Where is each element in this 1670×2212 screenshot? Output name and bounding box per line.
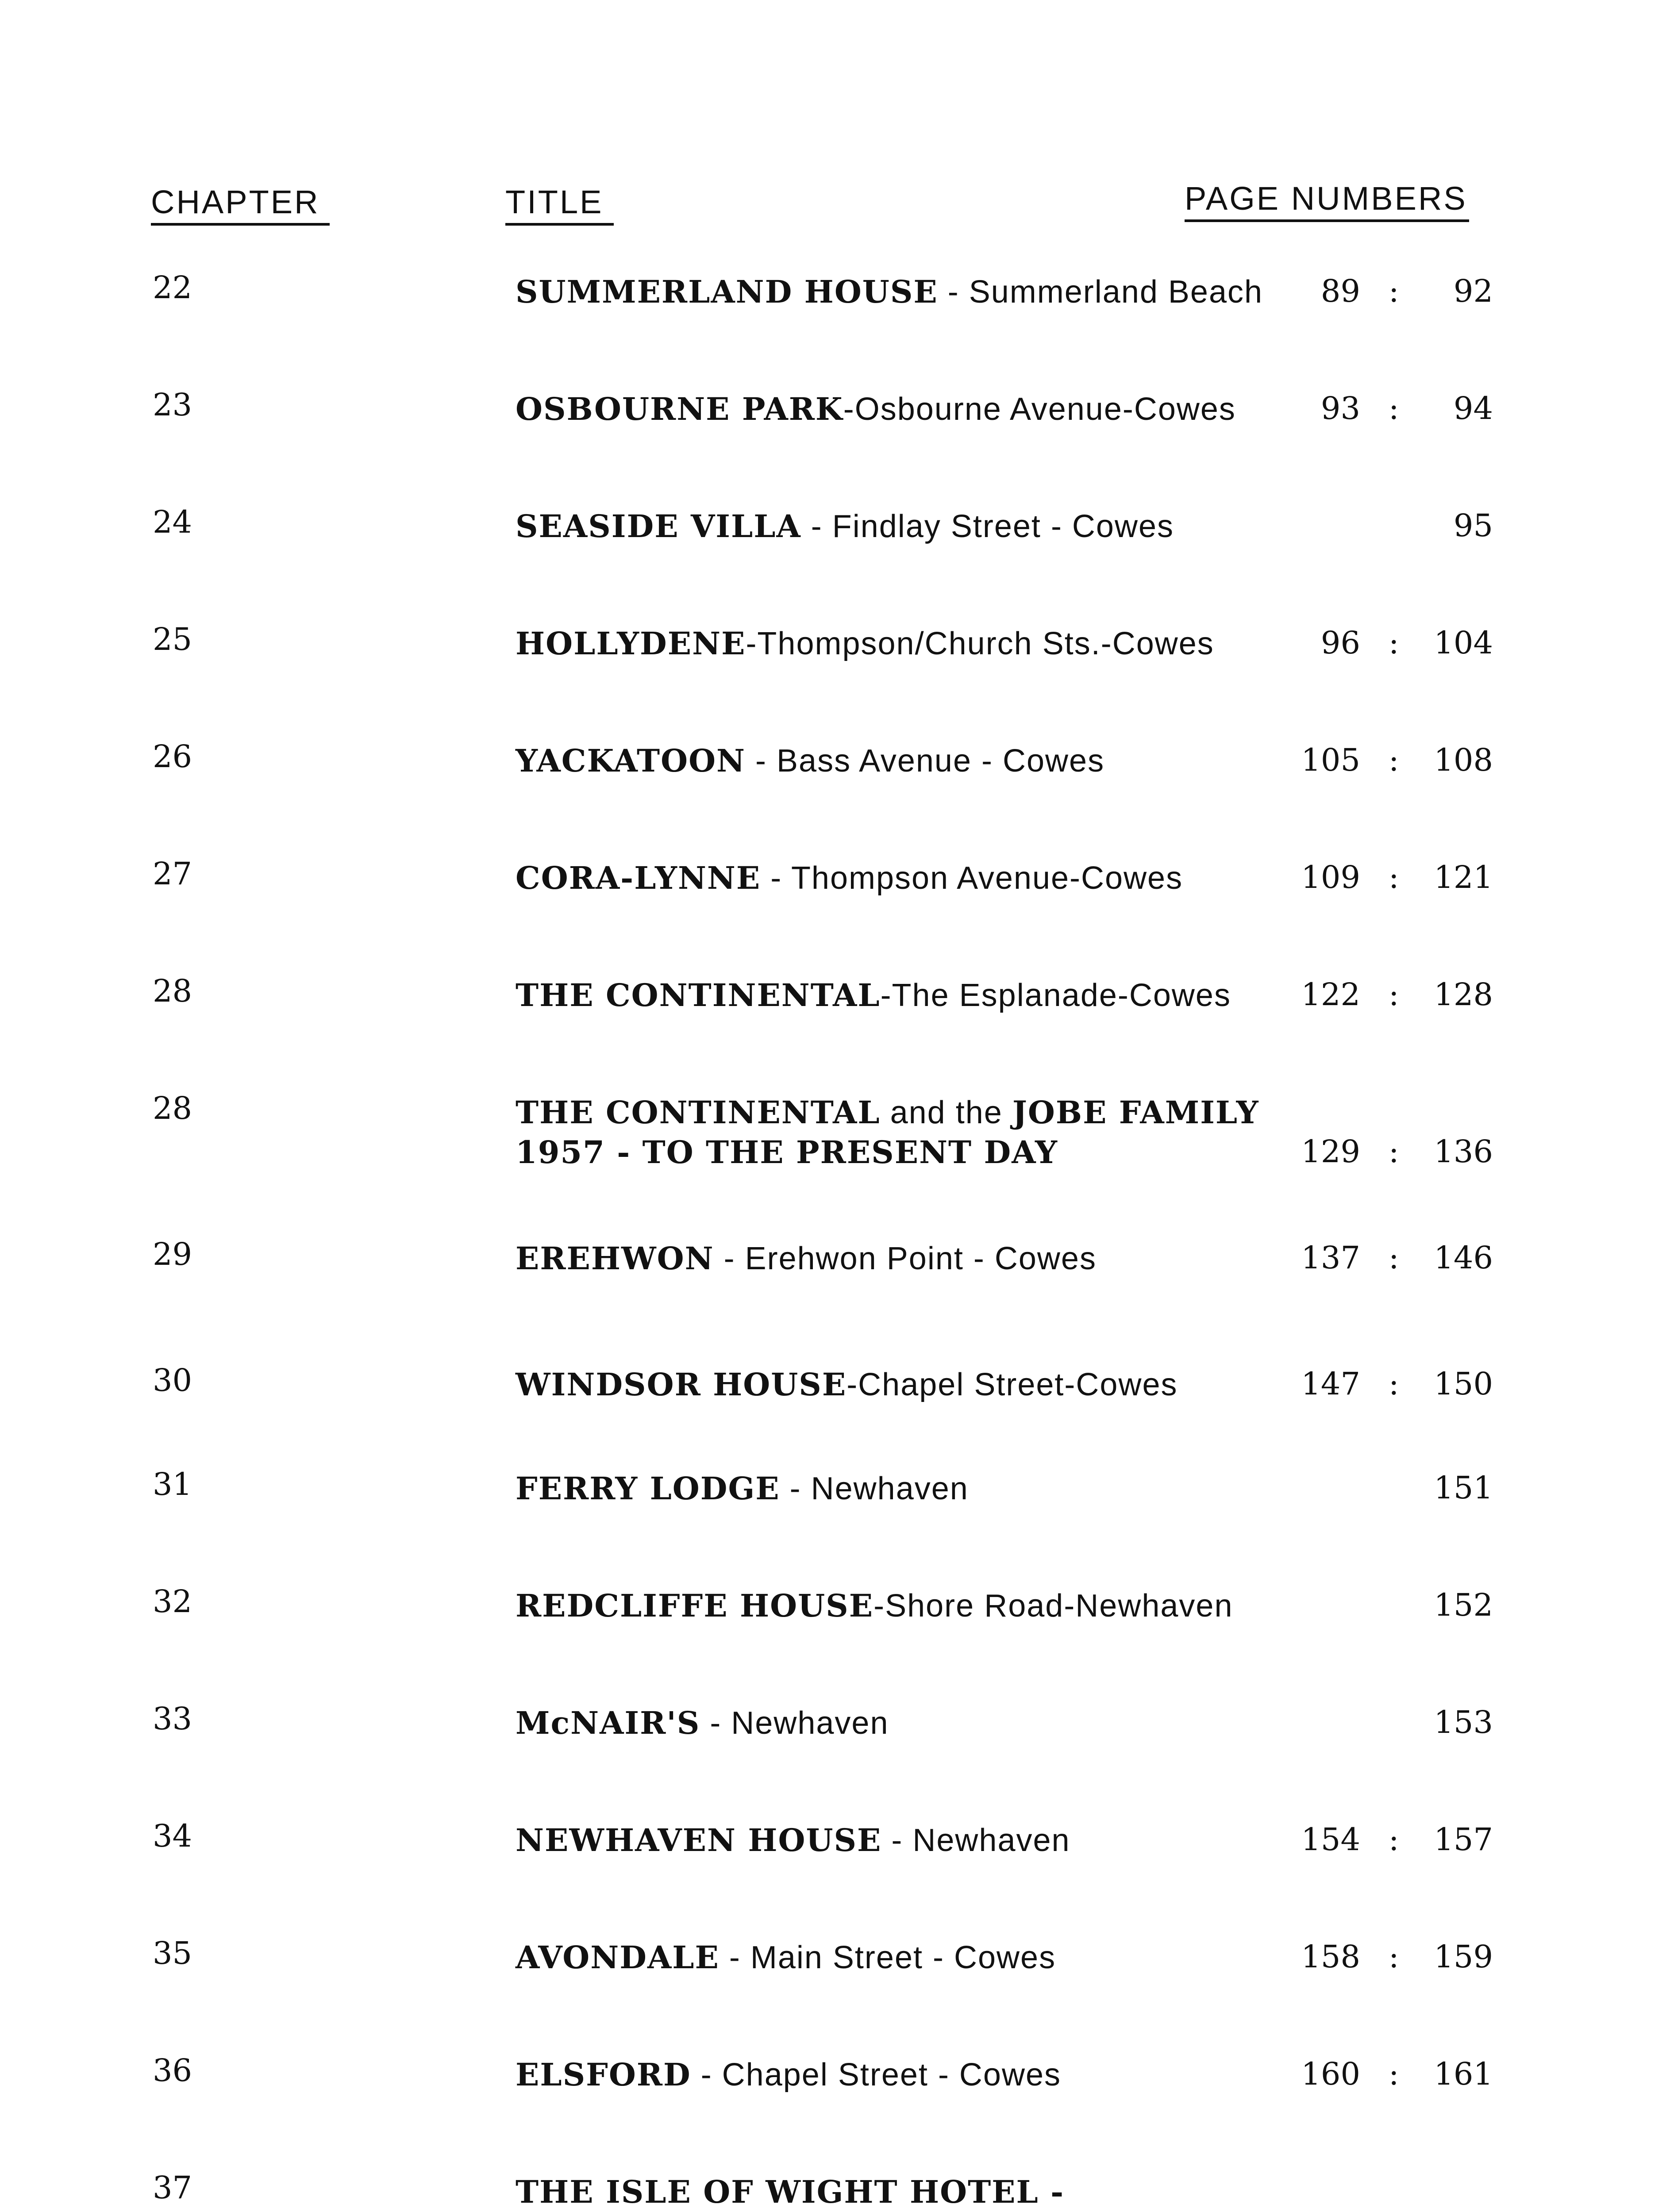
toc-row <box>0 1583 1670 1674</box>
page-separator: : <box>1389 1240 1399 1276</box>
chapter-title <box>516 507 1174 546</box>
title-bold: YACKATOON <box>516 742 746 779</box>
chapter-title <box>516 1703 889 1743</box>
title-bold: SUMMERLAND HOUSE <box>516 273 938 310</box>
page-end: 146 <box>1434 1240 1493 1276</box>
page-end: 161 <box>1434 2056 1493 2092</box>
chapter-title <box>516 1820 1070 1860</box>
page-separator: : <box>1389 273 1399 309</box>
page-separator: : <box>1389 1821 1399 1858</box>
title-bold: REDCLIFFE HOUSE <box>516 1587 874 1624</box>
page-end: 136 <box>1434 1133 1493 1170</box>
page-end: 128 <box>1434 976 1493 1013</box>
title-location: - Chapel Street - Cowes <box>691 2057 1061 2093</box>
page-separator: : <box>1389 859 1399 895</box>
chapter-number: 29 <box>153 1236 192 1272</box>
header-chapter: CHAPTER <box>151 186 330 226</box>
page-start: 154 <box>1301 1821 1360 1858</box>
chapter-title <box>516 975 1231 1015</box>
toc-row <box>0 2172 1670 2212</box>
toc-row <box>0 2052 1670 2143</box>
page-start: 93 <box>1320 390 1360 426</box>
chapter-number: 23 <box>153 387 192 423</box>
page-end: 94 <box>1453 390 1493 426</box>
title-location: -Shore Road-Newhaven <box>873 1588 1233 1624</box>
toc-row <box>0 1820 1670 1909</box>
chapter-number: 24 <box>153 504 192 540</box>
chapter-title <box>516 272 1263 312</box>
chapter-title <box>516 1586 1233 1626</box>
page-end: 152 <box>1434 1587 1493 1623</box>
chapter-title <box>516 2172 1064 2212</box>
toc-row <box>0 1236 1670 1327</box>
chapter-number: 35 <box>153 1935 192 1971</box>
toc-row <box>0 1466 1670 1557</box>
page-end: 108 <box>1434 742 1493 778</box>
chapter-title <box>516 741 1104 781</box>
chapter-title <box>516 2055 1061 2095</box>
toc-row <box>0 975 1670 1064</box>
chapter-number: 32 <box>153 1583 192 1620</box>
chapter-title <box>516 1365 1177 1405</box>
chapter-number: 36 <box>153 2052 192 2089</box>
title-second-line: 1957 - TO THE PRESENT DAY <box>516 1134 1058 1171</box>
title-location: - Newhaven <box>780 1471 969 1506</box>
title-bold: SEASIDE VILLA <box>516 508 801 545</box>
page-separator: : <box>1389 742 1399 778</box>
title-location: -Thompson/Church Sts.-Cowes <box>746 626 1214 661</box>
chapter-number: 31 <box>153 1466 192 1502</box>
toc-row <box>0 269 1670 361</box>
page-start: 122 <box>1301 976 1360 1013</box>
page-separator: : <box>1389 390 1399 426</box>
page-separator: : <box>1389 1133 1399 1170</box>
header-page-numbers: PAGE NUMBERS <box>1185 182 1469 222</box>
title-bold: AVONDALE <box>516 1939 720 1976</box>
toc-row <box>0 858 1670 947</box>
title-bold: FERRY LODGE <box>516 1470 780 1507</box>
title-bold: THE CONTINENTAL <box>516 1094 881 1131</box>
toc-row <box>0 504 1670 595</box>
title-bold: NEWHAVEN HOUSE <box>516 1822 882 1859</box>
page-end: 151 <box>1434 1470 1493 1506</box>
title-bold: ELSFORD <box>516 2056 691 2093</box>
header-title: TITLE <box>505 186 614 226</box>
title-bold: THE ISLE OF WIGHT HOTEL - <box>516 2174 1065 2210</box>
page-start: 147 <box>1301 1366 1360 1402</box>
chapter-title <box>516 1469 969 1509</box>
title-location: - Bass Avenue - Cowes <box>746 743 1105 779</box>
title-bold: OSBOURNE PARK <box>516 391 843 427</box>
page-start: 158 <box>1301 1939 1360 1975</box>
chapter-title <box>516 1239 1097 1279</box>
page-end: 104 <box>1434 625 1493 661</box>
chapter-title <box>516 1093 1259 1172</box>
title-connector: and the <box>880 1095 1012 1130</box>
title-bold: CORA-LYNNE <box>516 860 761 896</box>
page-start: 160 <box>1301 2056 1360 2092</box>
title-location: - Main Street - Cowes <box>719 1940 1056 1975</box>
chapter-title <box>516 624 1214 664</box>
page-start: 137 <box>1301 1240 1360 1276</box>
page-start: 109 <box>1301 859 1360 895</box>
chapter-number: 28 <box>153 973 192 1009</box>
page-separator: : <box>1389 625 1399 661</box>
title-location: - Thompson Avenue-Cowes <box>761 860 1183 896</box>
chapter-number: 37 <box>153 2170 192 2206</box>
title-location: - Newhaven <box>881 1823 1070 1858</box>
toc-row <box>0 1935 1670 2026</box>
toc-row <box>0 1362 1670 1453</box>
page-end: 95 <box>1453 507 1493 544</box>
page-end: 150 <box>1434 1366 1493 1402</box>
chapter-number: 33 <box>153 1701 192 1737</box>
page-end: 121 <box>1434 859 1493 895</box>
page-separator: : <box>1389 976 1399 1013</box>
toc-row <box>0 738 1670 830</box>
title-location: - Erehwon Point - Cowes <box>714 1241 1097 1276</box>
title-bold-secondary: JOBE FAMILY <box>1012 1094 1259 1131</box>
toc-row <box>0 621 1670 712</box>
title-bold: EREHWON <box>516 1240 714 1277</box>
chapter-number: 27 <box>153 856 192 892</box>
page-end: 92 <box>1453 273 1493 309</box>
title-location: - Summerland Beach <box>938 274 1263 310</box>
title-location: -The Esplanade-Cowes <box>880 978 1231 1013</box>
chapter-number: 22 <box>153 269 192 306</box>
chapter-number: 28 <box>153 1090 192 1126</box>
chapter-number: 30 <box>153 1362 192 1398</box>
title-bold: WINDSOR HOUSE <box>516 1366 847 1403</box>
toc-row <box>0 1703 1670 1792</box>
page-end: 153 <box>1434 1704 1493 1740</box>
page-end: 157 <box>1434 1821 1493 1858</box>
title-location: -Chapel Street-Cowes <box>847 1367 1178 1402</box>
page-separator: : <box>1389 1939 1399 1975</box>
page-separator: : <box>1389 2056 1399 2092</box>
chapter-number: 25 <box>153 621 192 657</box>
title-location: -Osbourne Avenue-Cowes <box>843 392 1236 427</box>
page-start: 105 <box>1301 742 1360 778</box>
chapter-title <box>516 389 1236 429</box>
chapter-number: 34 <box>153 1818 192 1854</box>
page-end: 159 <box>1434 1939 1493 1975</box>
page-start: 89 <box>1320 273 1360 309</box>
page-start: 129 <box>1301 1133 1360 1170</box>
chapter-title <box>516 858 1183 898</box>
toc-row <box>0 1090 1670 1181</box>
title-bold: McNAIR'S <box>516 1705 700 1741</box>
toc-row <box>0 389 1670 478</box>
title-bold: THE CONTINENTAL <box>516 977 881 1014</box>
title-location: - Newhaven <box>700 1705 889 1741</box>
chapter-title <box>516 1938 1056 1978</box>
title-bold: HOLLYDENE <box>516 625 746 662</box>
page-separator: : <box>1389 1366 1399 1402</box>
page-start: 96 <box>1320 625 1360 661</box>
chapter-number: 26 <box>153 738 192 775</box>
title-location: - Findlay Street - Cowes <box>801 509 1174 544</box>
